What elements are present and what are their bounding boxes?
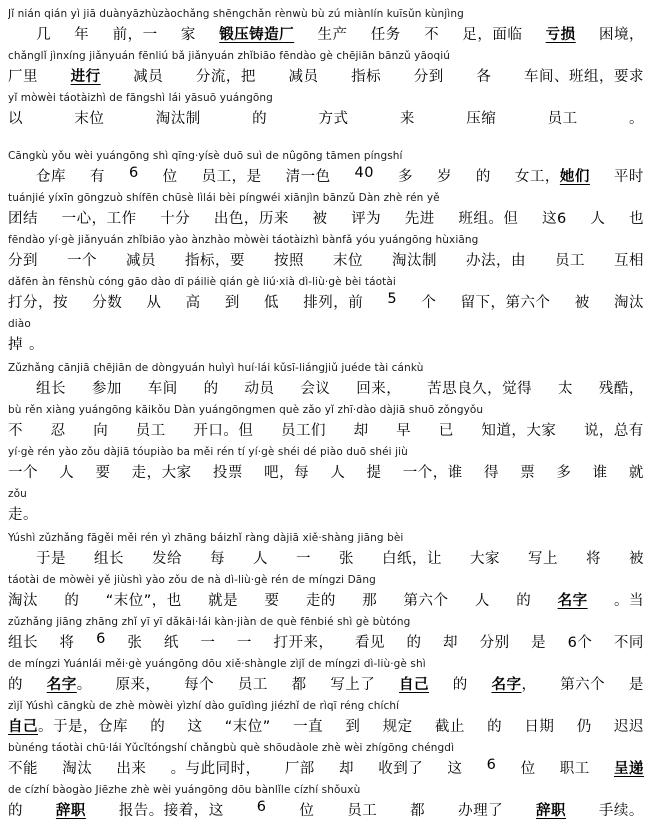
word: 苦思良久，觉得 (427, 381, 533, 397)
word: 出色，历来 (213, 211, 289, 227)
pinyin-line: dǎfēn àn fēnshù cóng gāo dào dī páiliè qián gè liú·xià dì-liù·gè bèi táotài (8, 276, 396, 288)
pinyin-line: fēndào yí·gè jiǎnyuán zhǐbiāo yào ànzhào mòwèi táotàizhì bànfǎ yóu yuángōng hùxiāng (8, 234, 479, 246)
word-with-answer: 女工，她们 (514, 169, 590, 185)
text-line (0, 192, 654, 234)
word-with-answer (219, 23, 294, 44)
pinyin-line: de cízhí bàogào Jiēzhe zhè wèi yuángōng dōu bànlǐle cízhí shǒuxù (8, 784, 361, 796)
word: 纸 (163, 635, 179, 651)
pinyin-line: zǔzhǎng jiāng zhāng zhǐ yī yī dǎkāi·lái kàn·jiàn de què fēnbié shì gè bùtóng (8, 616, 411, 628)
word: 就是 (208, 593, 239, 609)
word: 开口。但 (193, 423, 254, 439)
hanzi-line (8, 291, 644, 312)
word: 打分，按 (8, 295, 68, 311)
word: 个 (421, 295, 437, 311)
word: 员工，是 (201, 169, 262, 185)
word: 走的 (305, 593, 336, 609)
hanzi-line (8, 207, 644, 228)
text-line (0, 318, 654, 360)
word: 的 (203, 381, 219, 397)
word: 已 (438, 423, 454, 439)
word: 厂里 (8, 69, 38, 85)
word: 写上 (528, 551, 558, 567)
word: 提 (366, 465, 382, 481)
word: 向 (93, 423, 109, 439)
hanzi-line (8, 757, 644, 778)
word: 一个 (8, 465, 38, 481)
word: 迟迟 (613, 719, 644, 735)
pinyin-line: zǒu (8, 488, 27, 500)
fill-in-answer: 辞职 (55, 803, 86, 819)
word-with-answer (56, 799, 86, 820)
pinyin-line: zìjǐ Yúshì cāngkù de zhè mòwèi yìzhí dào guīdìng jiézhǐ de rìqī réng chíchí (8, 700, 400, 712)
word: 是 (531, 635, 547, 651)
word: 员工 (237, 677, 268, 693)
word: 多 (556, 465, 572, 481)
word: 位 (520, 761, 536, 777)
hanzi-line (8, 503, 644, 524)
word: 组长 (8, 635, 38, 651)
text-line (0, 362, 654, 404)
word: 家 (180, 27, 196, 43)
pinyin-line: chǎnglǐ jìnxíng jiǎnyuán fēnliú bǎ jiǎnyuán zhǐbiāo fēndào gè chējiān bānzǔ yāoqiú (8, 50, 451, 62)
fill-in-answer: 名字 (557, 593, 588, 609)
word: 第六个 (403, 593, 449, 609)
word: 的 (252, 111, 268, 127)
hanzi-line (8, 673, 644, 694)
hanzi-line (8, 419, 644, 440)
word: 6 (256, 799, 267, 815)
word: 来 (399, 111, 415, 127)
fill-in-answer: 锻压铸造厂 (219, 27, 295, 43)
word: 是 (628, 677, 644, 693)
word: 厂部 (284, 761, 315, 777)
word: 仓库 (36, 169, 66, 185)
word: 的 (8, 803, 23, 819)
word: 这6 (542, 211, 567, 227)
word-with-answer (536, 799, 566, 820)
word: 一 (296, 551, 311, 567)
word: 多 (397, 169, 413, 185)
word: 忍 (50, 423, 66, 439)
word: 动员 (244, 381, 275, 397)
word: 车间、班组，要求 (524, 69, 644, 85)
word: 不 (8, 423, 23, 439)
word: 车间 (147, 381, 178, 397)
word: 将 (59, 635, 75, 651)
word: 票 (520, 465, 536, 481)
word: 6 (96, 631, 106, 647)
word: 人 (474, 593, 490, 609)
word: 规定 (382, 719, 413, 735)
word: 却 (339, 761, 355, 777)
word: 大家 (470, 551, 500, 567)
word: 的 (487, 719, 503, 735)
word: 被 (574, 295, 590, 311)
word: 这 (447, 761, 463, 777)
word: 前，一 (112, 27, 158, 43)
word: 岁 (436, 169, 452, 185)
word: 低 (264, 295, 280, 311)
pinyin-line: diào (8, 318, 31, 330)
word: 指标，要 (185, 253, 245, 269)
hanzi-line (8, 799, 644, 820)
word: 减员 (288, 69, 319, 85)
word: 残酷， (598, 381, 644, 397)
text-line (0, 404, 654, 446)
word: 那 (362, 593, 378, 609)
text-line (0, 784, 654, 826)
word: 分别 (479, 635, 510, 651)
word: 太 (558, 381, 573, 397)
word: 早 (396, 423, 412, 439)
word: 一心，工作 (61, 211, 137, 227)
word: 困境， (598, 27, 644, 43)
word: 的 (516, 593, 532, 609)
text-line (0, 150, 654, 192)
word: 分流，把 (195, 69, 256, 85)
word: 张 (339, 551, 354, 567)
word: 末位 (333, 253, 363, 269)
word: 指标 (351, 69, 382, 85)
fill-in-answer: 她们 (559, 169, 590, 185)
word: 足，面临 (462, 27, 523, 43)
word: 的 (406, 635, 422, 651)
word: 仍 (576, 719, 592, 735)
word: 也 (628, 211, 644, 227)
hanzi-line (8, 249, 644, 270)
pinyin-line: bù rěn xiàng yuángōng kāikǒu Dàn yuángōngmen què zǎo yǐ zhī·dào dàjiā shuō zǒngyǒu (8, 404, 484, 416)
word: 有 (89, 169, 105, 185)
word: 任务 (370, 27, 401, 43)
word: 末位 (74, 111, 105, 127)
fill-in-answer: 自己 (399, 677, 430, 693)
fill-in-answer: 亏损 (545, 27, 576, 43)
word: 人 (59, 465, 75, 481)
pinyin-line: táotài de mòwèi yě jiùshì yào zǒu de nà dì-liù·gè rén de míngzi Dāng (8, 574, 376, 586)
text-line (0, 532, 654, 574)
word: 于是 (36, 551, 66, 567)
pinyin-line: Yúshì zǔzhǎng fāgěi měi rén yì zhāng báizhǐ ràng dàjiā xiě·shàng jiāng bèi (8, 532, 404, 544)
text-line (0, 234, 654, 276)
word: 一 (200, 635, 216, 651)
word: 每 (210, 551, 225, 567)
text-line (0, 700, 654, 742)
word: 就 (628, 465, 644, 481)
hanzi-line (8, 461, 644, 482)
word: 班组。但 (458, 211, 519, 227)
word: 5 (387, 291, 398, 307)
text-line (0, 50, 654, 92)
word: 这 (187, 719, 203, 735)
word: 40 (354, 165, 374, 181)
fill-in-answer: 辞职 (535, 803, 566, 819)
word: 说，总有 (583, 423, 644, 439)
word: 谁 (592, 465, 608, 481)
word: 一个 (67, 253, 97, 269)
word: 互相 (614, 253, 644, 269)
word: 要 (264, 593, 280, 609)
word: 方式 (318, 111, 349, 127)
hanzi-line (8, 333, 644, 354)
word: 看见 (354, 635, 385, 651)
word: 以 (8, 111, 23, 127)
pinyin-line: Zǔzhǎng cānjiā chējiān de dòngyuán huìyì huí·lái kǔsī-liángjiǔ juéde tài cánkù (8, 362, 424, 374)
word: 参加 (91, 381, 122, 397)
word: 。 (29, 337, 44, 353)
word: 减员 (126, 253, 156, 269)
hanzi-line (36, 377, 644, 398)
hanzi-line (8, 589, 644, 610)
word: 一直 (293, 719, 324, 735)
word: 平时 (613, 169, 644, 185)
word: 。 (629, 111, 644, 127)
pinyin-line: yǐ mòwèi táotàizhì de fāngshì lái yāsuō yuángōng (8, 92, 273, 104)
word: 掉 (8, 337, 23, 353)
word: “末位” (224, 719, 271, 735)
word: 员工 (347, 803, 378, 819)
word: 分数 (92, 295, 123, 311)
word: 分到 (413, 69, 444, 85)
word: 员工们 (280, 423, 326, 439)
word: 会议 (300, 381, 331, 397)
word: 不能 (8, 761, 38, 777)
text-line (0, 488, 654, 530)
word: 排列，前 (303, 295, 364, 311)
word-with-answer (399, 673, 429, 694)
word-with-answer (558, 589, 588, 610)
word: 被 (312, 211, 328, 227)
word: 都 (291, 677, 307, 693)
word: 6个 (567, 635, 593, 651)
fill-in-answer: 自己 (8, 719, 38, 735)
word: 人 (590, 211, 606, 227)
hanzi-line (36, 23, 644, 44)
word: 写上了 (330, 677, 376, 693)
word: 6 (128, 165, 139, 181)
word: “末位”，也 (105, 593, 182, 609)
text-line (0, 616, 654, 658)
word: 评为 (351, 211, 382, 227)
word: 却 (353, 423, 369, 439)
word: 知道，大家 (481, 423, 557, 439)
text-line (0, 742, 654, 784)
word: 走，大家 (131, 465, 192, 481)
word: 压缩 (466, 111, 497, 127)
fill-in-answer: 名字 (46, 677, 77, 693)
word: 办法，由 (466, 253, 526, 269)
word: 报告。接着，这 (118, 803, 224, 819)
word: 员工 (547, 111, 578, 127)
pinyin-line: Jǐ nián qián yì jiā duànyāzhùzàochǎng shēngchǎn rènwù bù zú miànlín kuīsǔn kùnjìng (8, 8, 464, 20)
word: 。当 (613, 593, 644, 609)
word: 走。 (8, 507, 38, 523)
word-with-answer (614, 757, 644, 778)
word: 发给 (152, 551, 182, 567)
word: 的 (64, 593, 80, 609)
word: 生产 (317, 27, 348, 43)
word: 白纸，让 (382, 551, 442, 567)
word: 员工 (135, 423, 166, 439)
word: 却 (443, 635, 459, 651)
word: 减员 (133, 69, 164, 85)
word: 先进 (404, 211, 435, 227)
word: 一 (236, 635, 252, 651)
fill-in-answer: 进行 (70, 69, 101, 85)
text-line (0, 446, 654, 488)
word: 组长 (36, 381, 66, 397)
fill-in-answer: 呈递 (613, 761, 644, 777)
word: 办理了 (458, 803, 504, 819)
word: 几 (36, 27, 51, 43)
hanzi-line (8, 715, 644, 736)
text-line (0, 574, 654, 616)
word: 从 (146, 295, 162, 311)
word: 每个 (184, 677, 215, 693)
word: 第六个 (560, 677, 606, 693)
word: 到 (345, 719, 361, 735)
word: 一个，谁 (402, 465, 463, 481)
pinyin-line: de míngzi Yuánlái měi·gè yuángōng dōu xiě·shàngle zìjǐ de míngzi dì-liù·gè shì (8, 658, 426, 670)
word: 淘汰 (62, 761, 93, 777)
word: 原来， (115, 677, 161, 693)
hanzi-line (36, 547, 644, 568)
word: 人 (253, 551, 268, 567)
word: 都 (410, 803, 426, 819)
word-with-answer: 自己。于是，仓库 (8, 719, 128, 735)
word: 出来 (116, 761, 147, 777)
word: 留下，第六个 (460, 295, 551, 311)
word: 员工 (555, 253, 585, 269)
word: 将 (586, 551, 601, 567)
word: 淘汰 (8, 593, 38, 609)
hanzi-line (8, 631, 644, 652)
word-with-answer: 名字。 (46, 677, 92, 693)
word-with-answer: 名字， (491, 677, 537, 693)
word: 得 (483, 465, 499, 481)
pinyin-line: yí·gè rén yào zǒu dàjiā tóupiào ba měi rén tí yí·gè shéi dé piào duō shéi jiù (8, 446, 408, 458)
word: 手续。 (598, 803, 644, 819)
word: 不同 (613, 635, 644, 651)
word: 分到 (8, 253, 38, 269)
pinyin-line: Cāngkù yǒu wèi yuángōng shì qīng·yísè duō suì de nǚgōng tāmen píngshí (8, 150, 403, 162)
fill-in-answer: 名字 (491, 677, 522, 693)
word: 位 (162, 169, 178, 185)
word-with-answer (546, 23, 576, 44)
word: 各 (476, 69, 492, 85)
hanzi-line (8, 107, 644, 128)
word: 的 (150, 719, 166, 735)
word: 张 (127, 635, 143, 651)
word: 组长 (94, 551, 124, 567)
word: 收到了 (378, 761, 424, 777)
word: 淘汰 (613, 295, 644, 311)
text-line (0, 8, 654, 50)
word: 投票 (212, 465, 243, 481)
word: 团结 (8, 211, 38, 227)
word-with-answer (71, 65, 101, 86)
word: 淘汰制 (392, 253, 437, 269)
word: 截止 (434, 719, 465, 735)
text-line (0, 92, 654, 134)
word: 吧，每 (264, 465, 310, 481)
word: 回来， (356, 381, 402, 397)
hanzi-line (8, 65, 644, 86)
word: 职工 (559, 761, 590, 777)
word: 的 (452, 677, 468, 693)
text-line (0, 276, 654, 318)
word: 到 (224, 295, 240, 311)
word: 的 (8, 677, 23, 693)
word: 要 (95, 465, 111, 481)
pinyin-line: bùnéng táotài chū·lái Yǔcǐtóngshí chǎngbù què shōudàole zhè wèi zhígōng chéngdì (8, 742, 455, 754)
word: 6 (486, 757, 497, 773)
word: 打开来， (273, 635, 334, 651)
word: 年 (74, 27, 90, 43)
word: 人 (330, 465, 346, 481)
word: 。与此同时， (170, 761, 261, 777)
word: 不 (424, 27, 440, 43)
word: 位 (299, 803, 315, 819)
word: 十分 (160, 211, 191, 227)
word: 被 (629, 551, 644, 567)
word: 日期 (524, 719, 555, 735)
word: 按照 (274, 253, 304, 269)
word: 清一色 (285, 169, 331, 185)
text-line (0, 658, 654, 700)
word: 高 (185, 295, 201, 311)
pinyin-line: tuánjié yíxīn gōngzuò shífēn chūsè lìlái bèi píngwéi xiānjìn bānzǔ Dàn zhè rén yě (8, 192, 440, 204)
word: 淘汰制 (155, 111, 201, 127)
hanzi-line (36, 165, 644, 186)
word: 的 (475, 169, 491, 185)
